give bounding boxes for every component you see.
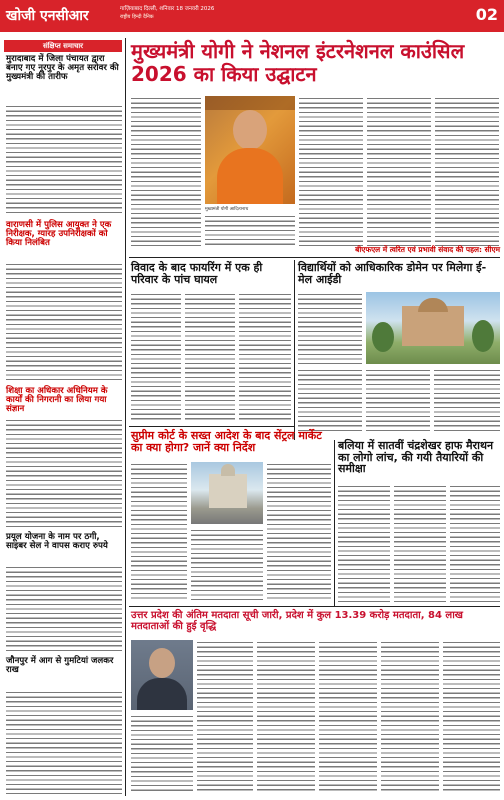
voters-headline: उत्तर प्रदेश की अंतिम मतदाता सूची जारी, प्रदेश में कुल 13.39 करोड़ मतदाता, 84 लाख मतदाताओं की हुई वृद्धि bbox=[131, 610, 463, 632]
sidebar-text-5 bbox=[6, 690, 122, 794]
sidebar-headline-5: जौनपुर में आग से गुमटियां जलकर राख bbox=[6, 656, 114, 676]
lead-text-under-photo bbox=[205, 214, 295, 246]
dispute-text-col-2 bbox=[185, 292, 235, 422]
subline: राष्ट्रीय हिन्दी दैनिक bbox=[120, 14, 154, 20]
voters-text-col-1 bbox=[131, 714, 193, 794]
lead-text-col-5 bbox=[435, 96, 499, 246]
voters-text-col-6 bbox=[443, 640, 500, 794]
students-text-col-1 bbox=[298, 292, 362, 364]
students-headline: विद्यार्थियों को आधिकारिक डोमेन पर मिलेगा ई-मेल आईडी bbox=[298, 261, 487, 286]
court-text-col-1 bbox=[131, 462, 187, 602]
sidebar-headline-4: प्रयूल योजना के नाम पर ठगी, साइबर सेल ने वापस कराए रुपये bbox=[6, 532, 108, 552]
sidebar-headline-1: मुरादाबाद में जिला पंचायत द्वारा बनाए गए नूरपुर के अमृत सरोवर की मुख्यमंत्री की तारीफ bbox=[6, 54, 119, 83]
lead-subtitle-strip: बीएफएल में त्वरित एवं प्रभावी संवाद की पहल: सीएम bbox=[355, 245, 500, 254]
ballia-text-col-1 bbox=[338, 484, 390, 602]
divider-court bbox=[334, 440, 335, 606]
lead-photo-caption: मुख्यमंत्री योगी आदित्यनाथ bbox=[205, 207, 249, 212]
lead-text-col-3 bbox=[299, 96, 363, 246]
dateline: गाज़ियाबाद दिल्ली, शनिवार 18 जनवरी 2026 bbox=[120, 6, 215, 12]
sidebar-text-3 bbox=[6, 418, 122, 528]
sidebar-text-1 bbox=[6, 104, 122, 216]
students-text-col-3 bbox=[366, 368, 430, 434]
students-photo bbox=[366, 292, 500, 364]
voters-text-col-4 bbox=[319, 640, 377, 794]
court-photo bbox=[191, 462, 263, 524]
sidebar-tag-box bbox=[4, 40, 122, 52]
divider-bottom bbox=[129, 606, 500, 607]
ballia-headline: बलिया में सातवीं चंद्रशेखर हाफ मैराथन का लोगो लांच, की गयी तैयारियों की समीक्षा bbox=[338, 439, 494, 476]
sidebar-tag: संक्षिप्त समाचार bbox=[43, 42, 83, 50]
voters-text-col-3 bbox=[257, 640, 315, 794]
lead-text-col-4 bbox=[367, 96, 431, 246]
sidebar-text-4 bbox=[6, 565, 122, 651]
dispute-headline: विवाद के बाद फायरिंग में एक ही परिवार के पांच घायल bbox=[131, 261, 263, 286]
dispute-text-col-3 bbox=[239, 292, 291, 422]
ballia-text-col-2 bbox=[394, 484, 446, 602]
voters-photo bbox=[131, 640, 193, 710]
sidebar-headline-2: वाराणसी में पुलिस आयुक्त ने एक निरीक्षक, ग्यारह उपनिरीक्षकों को किया निलंबित bbox=[6, 220, 112, 249]
students-text-col-4 bbox=[434, 368, 500, 434]
divider-mid bbox=[294, 260, 295, 440]
divider-dispute bbox=[129, 426, 294, 427]
sidebar-text-2 bbox=[6, 262, 122, 382]
sidebar-headline-3: शिक्षा का अधिकार अधिनियम के कार्यों की निगरानी का लिया गया संज्ञान bbox=[6, 386, 108, 415]
voters-text-col-5 bbox=[381, 640, 439, 794]
page-number: 02 bbox=[475, 5, 498, 24]
newspaper-logo: खोजी एनसीआर bbox=[6, 8, 89, 24]
court-text-col-3 bbox=[267, 462, 331, 602]
divider-lead bbox=[129, 257, 500, 258]
voters-text-col-2 bbox=[197, 640, 253, 794]
students-text-col-2 bbox=[298, 368, 362, 434]
masthead bbox=[0, 0, 504, 32]
sidebar-divider bbox=[125, 38, 126, 796]
lead-text-col-1 bbox=[131, 96, 201, 246]
lead-photo bbox=[205, 96, 295, 204]
court-text-col-2 bbox=[191, 528, 263, 602]
court-headline: सुप्रीम कोर्ट के सख्त आदेश के बाद सेंट्रल मार्केट का क्या होगा? जानें क्या निर्देश bbox=[131, 429, 322, 454]
lead-headline: मुख्यमंत्री योगी ने नेशनल इंटरनेशनल काउंसिल 2026 का किया उद्घाटन bbox=[131, 39, 465, 86]
dispute-text-col-1 bbox=[131, 292, 181, 422]
ballia-text-col-3 bbox=[450, 484, 500, 602]
